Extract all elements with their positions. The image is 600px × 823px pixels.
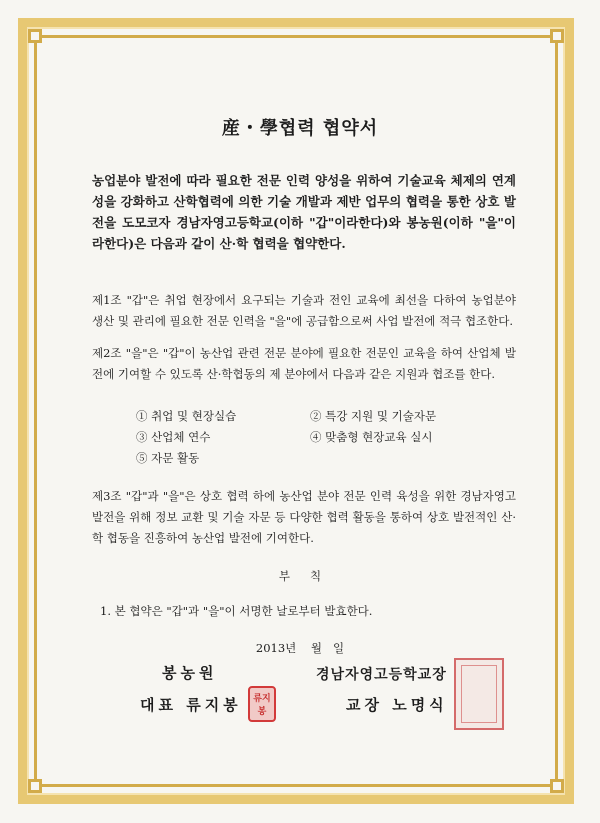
party-right-org: 경남자영고등학교장: [316, 667, 447, 683]
article-2: 제2조 "을"은 "갑"이 농산업 관련 전문 분야에 필요한 전문인 교육을 하여 산업체 발전에 기여할 수 있도록 산·학협동의 제 분야에서 다음과 같은 지원과 협조를 한다.: [92, 346, 516, 381]
article-3: 제3조 "갑"과 "을"은 상호 협력 하에 농산업 분야 전문 인력 육성을 위한 경남자영고 발전을 위해 정보 교환 및 기술 자문 등 다양한 협력 활동을 통하여 상호 발전적인 산·학 협동을 진흥하여 농산업 발전에 기여한다.: [92, 489, 516, 545]
list-item: ⑤ 자문 활동: [136, 451, 200, 465]
document-title: 産・學협력 협약서: [221, 118, 379, 139]
list-item: ① 취업 및 현장실습: [136, 409, 237, 423]
article-1: 제1조 "갑"은 취업 현장에서 요구되는 기술과 전인 교육에 최선을 다하여 농업분야 생산 및 관리에 필요한 전문 인력을 "을"에 공급함으로써 사업 발전에 적극 협조한다.: [92, 293, 516, 328]
list-item: ④ 맞춤형 현장교육 실시: [310, 430, 433, 444]
supplementary-clause: 1. 본 협약은 "갑"과 "을"이 서명한 날로부터 발효한다.: [100, 604, 373, 618]
list-item: ③ 산업체 연수: [136, 430, 211, 444]
party-left-org: 봉농원: [162, 664, 218, 682]
signing-date: 2013년 월 일: [255, 641, 345, 655]
school-seal-stamp: [454, 658, 504, 730]
representative-seal-stamp: [248, 686, 276, 722]
seal-text: 류지봉: [253, 694, 271, 717]
list-item: ② 특강 지원 및 기술자문: [310, 409, 437, 423]
preamble: 농업분야 발전에 따라 필요한 전문 인력 양성을 위하여 기술교육 체제의 연계성을 강화하고 산학협력에 의한 기술 개발과 제반 업무의 협력을 통한 상호 발전을 도모코자 경남자영고등학교(이하 "갑"이라한다)와 봉농원(이하 "을"이라한다)은 다음과 같이 산·학 협력을 협약한다.: [92, 173, 516, 251]
supplementary-heading: 부칙: [278, 569, 342, 583]
party-right-representative: 교장 노명식: [346, 696, 448, 714]
support-items-list: [136, 406, 516, 469]
party-left-representative: 대표 류지봉: [140, 696, 242, 714]
